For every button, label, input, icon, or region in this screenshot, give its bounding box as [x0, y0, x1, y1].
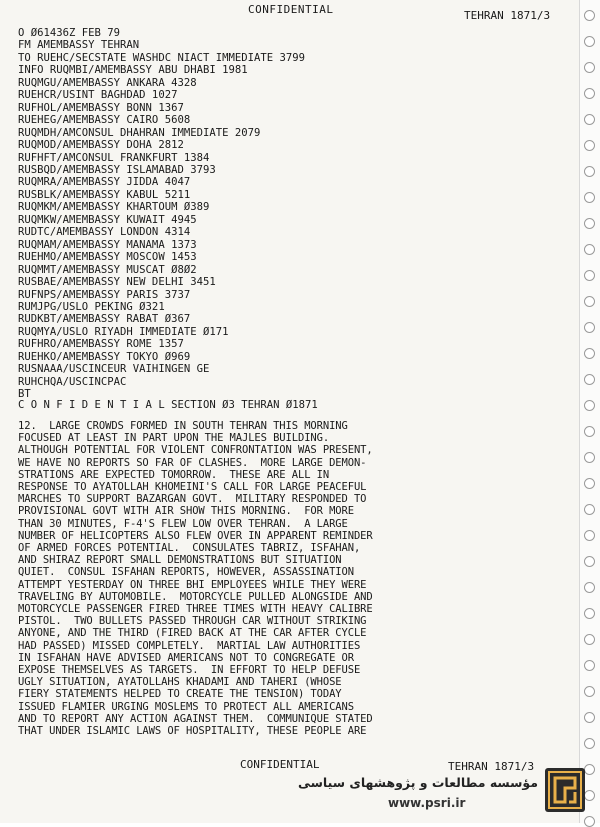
routing-line: RUQMRA/AMEMBASSY JIDDA 4047	[18, 176, 191, 189]
routing-line: RUFNPS/AMEMBASSY PARIS 3737	[18, 288, 191, 301]
feed-hole	[584, 582, 595, 593]
routing-line: O Ø61436Z FEB 79	[18, 27, 121, 39]
body-line: IN ISFAHAN HAVE ADVISED AMERICANS NOT TO CONGREGATE OR	[18, 651, 354, 664]
routing-line: RUSNAAA/USCINCEUR VAIHINGEN GE	[18, 363, 210, 376]
routing-line: RUSBAE/AMEMBASSY NEW DELHI 3451	[18, 276, 216, 289]
routing-line: RUQMGU/AMEMBASSY ANKARA 4328	[18, 76, 197, 89]
routing-line: RUFHFT/AMCONSUL FRANKFURT 1384	[18, 151, 210, 164]
feed-hole	[584, 452, 595, 463]
routing-line: RUSBLK/AMEMBASSY KABUL 5211	[18, 188, 191, 201]
body-line: FIERY STATEMENTS HELPED TO CREATE THE TENSION) TODAY	[18, 688, 342, 701]
feed-hole	[584, 10, 595, 21]
routing-line: RUQMOD/AMEMBASSY DOHA 2812	[18, 139, 184, 152]
feed-hole	[584, 504, 595, 515]
header-classification: CONFIDENTIAL	[248, 3, 334, 16]
routing-line: RUEHEG/AMEMBASSY CAIRO 5608	[18, 114, 191, 127]
body-line: ATTEMPT YESTERDAY ON THREE BHI EMPLOYEES WHILE THEY WERE	[18, 578, 367, 591]
feed-hole	[584, 374, 595, 385]
feed-hole	[584, 36, 595, 47]
routing-line: RUQMAM/AMEMBASSY MANAMA 1373	[18, 238, 197, 251]
feed-hole	[584, 218, 595, 229]
feed-hole	[584, 478, 595, 489]
institute-logo-icon	[545, 768, 585, 812]
feed-hole	[584, 426, 595, 437]
body-line: MOTORCYCLE PASSENGER FIRED THREE TIMES WITH HEAVY CALIBRE	[18, 603, 373, 616]
routing-line: RUQMYA/USLO RIYADH IMMEDIATE Ø171	[18, 325, 229, 338]
feed-hole	[584, 348, 595, 359]
body-line: ISSUED FLAMIER URGING MOSLEMS TO PROTECT ALL AMERICANS	[18, 700, 354, 713]
routing-line: RUDKBT/AMEMBASSY RABAT Ø367	[18, 313, 191, 326]
header-reference: TEHRAN 1871/3	[464, 9, 551, 22]
feed-hole	[584, 556, 595, 567]
body-line: OF ARMED FORCES POTENTIAL. CONSULATES TABRIZ, ISFAHAN,	[18, 542, 361, 555]
routing-line: RUEHKO/AMEMBASSY TOKYO Ø969	[18, 350, 191, 363]
body-line: MARCHES TO SUPPORT BAZARGAN GOVT. MILITARY RESPONDED TO	[18, 493, 367, 506]
message-body	[18, 420, 373, 737]
routing-line: RUMJPG/USLO PEKING Ø321	[18, 300, 165, 313]
routing-line: FM AMEMBASSY TEHRAN	[18, 39, 140, 52]
feed-hole	[584, 244, 595, 255]
body-line: 12. LARGE CROWDS FORMED IN SOUTH TEHRAN THIS MORNING	[18, 420, 348, 432]
routing-line: RUQMDH/AMCONSUL DHAHRAN IMMEDIATE 2079	[18, 126, 261, 139]
routing-line: RUFHRO/AMEMBASSY ROME 1357	[18, 338, 184, 351]
routing-line: INFO RUQMBI/AMEMBASSY ABU DHABI 1981	[18, 64, 248, 77]
feed-hole	[584, 62, 595, 73]
body-line: THAT UNDER ISLAMIC LAWS OF HOSPITALITY, THESE PEOPLE ARE	[18, 725, 367, 738]
feed-hole	[584, 296, 595, 307]
routing-line: RUFHOL/AMEMBASSY BONN 1367	[18, 101, 184, 114]
tractor-feed-strip	[579, 0, 600, 823]
body-line: QUIET. CONSUL ISFAHAN REPORTS, HOWEVER, ASSASSINATION	[18, 566, 354, 579]
watermark-institute-name: مؤسسه مطالعات و پژوهشهای سیاسی	[297, 775, 538, 790]
feed-hole	[584, 88, 595, 99]
section-line: C O N F I D E N T I A L SECTION Ø3 TEHRAN Ø1871	[18, 399, 318, 411]
feed-hole	[584, 608, 595, 619]
body-line: PROVISIONAL GOVT WITH AIR SHOW THIS MORNING. FOR MORE	[18, 505, 354, 518]
body-line: PISTOL. TWO BULLETS PASSED THROUGH CAR WITHOUT STRIKING	[18, 615, 367, 628]
body-line: UGLY SITUATION, AYATOLLAHS KHADAMI AND TAHERI (WHOSE	[18, 676, 342, 689]
routing-line: RUDTC/AMEMBASSY LONDON 4314	[18, 226, 191, 239]
footer-reference: TEHRAN 1871/3	[448, 760, 535, 773]
body-line: EXPOSE THEMSELVES AS TARGETS. IN EFFORT TO HELP DEFUSE	[18, 664, 361, 677]
routing-line: TO RUEHC/SECSTATE WASHDC NIACT IMMEDIATE 3799	[18, 51, 306, 64]
routing-line: BT	[18, 388, 31, 401]
body-line: FOCUSED AT LEAST IN PART UPON THE MAJLES BUILDING.	[18, 432, 330, 445]
feed-hole	[584, 738, 595, 749]
feed-hole	[584, 400, 595, 411]
body-line: ANYONE, AND THE THIRD (FIRED BACK AT THE CAR AFTER CYCLE	[18, 627, 367, 640]
body-line: TRAVELING BY AUTOMOBILE. MOTORCYCLE PULLED ALONGSIDE AND	[18, 590, 373, 603]
routing-line: RUHCHQA/USCINCPAC	[18, 375, 127, 388]
routing-line: RUEHMO/AMEMBASSY MOSCOW 1453	[18, 251, 197, 264]
feed-hole	[584, 530, 595, 541]
feed-hole	[584, 114, 595, 125]
body-line: NUMBER OF HELICOPTERS ALSO FLEW OVER IN APPARENT REMINDER	[18, 529, 373, 542]
routing-block	[18, 27, 305, 401]
feed-hole	[584, 634, 595, 645]
routing-line: RUQMKM/AMEMBASSY KHARTOUM Ø389	[18, 201, 210, 214]
routing-line: RUEHCR/USINT BAGHDAD 1027	[18, 89, 178, 102]
routing-line: RUSBQD/AMEMBASSY ISLAMABAD 3793	[18, 163, 216, 176]
body-line: ALTHOUGH POTENTIAL FOR VIOLENT CONFRONTATION WAS PRESENT,	[18, 444, 373, 457]
feed-hole	[584, 166, 595, 177]
feed-hole	[584, 764, 595, 775]
body-line: STRATIONS ARE EXPECTED TOMORROW. THESE ARE ALL IN	[18, 468, 330, 481]
routing-line: RUQMKW/AMEMBASSY KUWAIT 4945	[18, 213, 197, 226]
body-line: WE HAVE NO REPORTS SO FAR OF CLASHES. MORE LARGE DEMON-	[18, 456, 367, 469]
body-line: THAN 30 MINUTES, F-4'S FLEW LOW OVER TEHRAN. A LARGE	[18, 517, 348, 530]
footer-classification: CONFIDENTIAL	[240, 758, 320, 771]
feed-hole	[584, 712, 595, 723]
routing-line: RUQMMT/AMEMBASSY MUSCAT Ø8Ø2	[18, 263, 197, 276]
body-line: RESPONSE TO AYATOLLAH KHOMEINI'S CALL FOR LARGE PEACEFUL	[18, 481, 367, 494]
body-line: AND TO REPORT ANY ACTION AGAINST THEM. COMMUNIQUE STATED	[18, 712, 373, 725]
feed-hole	[584, 686, 595, 697]
body-line: AND SHIRAZ REPORT SMALL DEMONSTRATIONS BUT SITUATION	[18, 554, 342, 567]
body-line: HAD PASSED) MISSED COMPLETELY. MARTIAL LAW AUTHORITIES	[18, 639, 361, 652]
feed-hole	[584, 660, 595, 671]
feed-hole	[584, 322, 595, 333]
feed-hole	[584, 270, 595, 281]
watermark-url: www.psri.ir	[388, 796, 466, 810]
feed-hole	[584, 140, 595, 151]
feed-hole	[584, 790, 595, 801]
feed-hole	[584, 816, 595, 827]
feed-hole	[584, 192, 595, 203]
